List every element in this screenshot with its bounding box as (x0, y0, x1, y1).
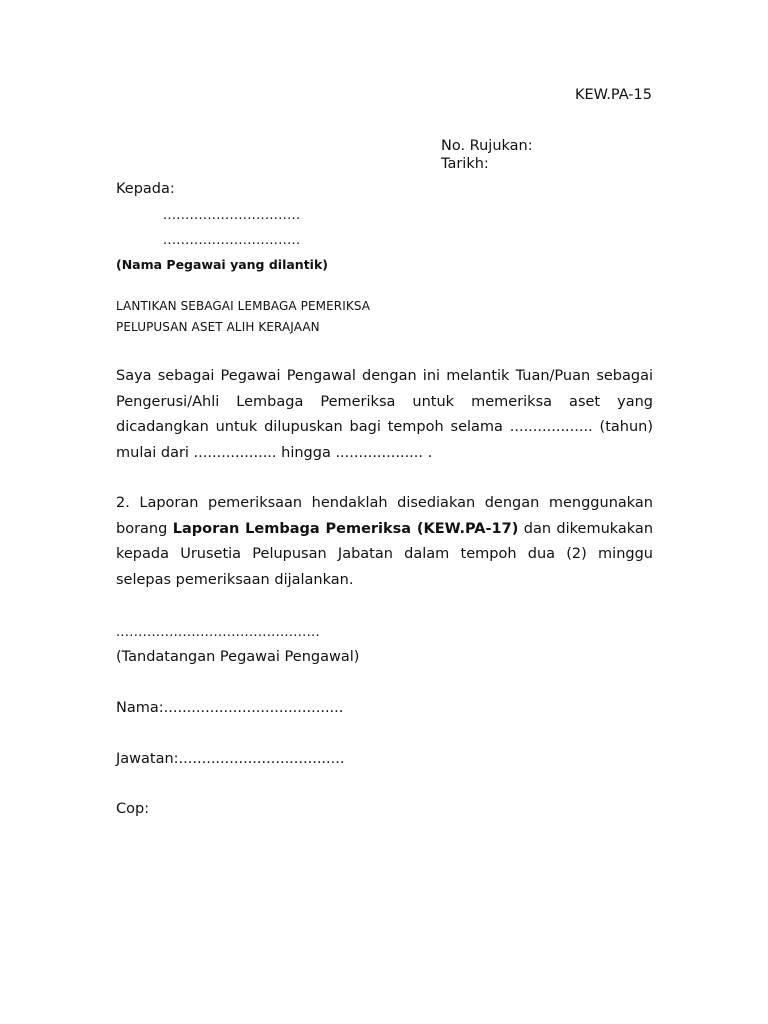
subject-line-1: LANTIKAN SEBAGAI LEMBAGA PEMERIKSA (116, 299, 371, 313)
body-paragraph-2 (116, 491, 653, 593)
position-field: Jawatan:.................................... (116, 751, 345, 767)
form-reference-bold: Laporan Lembaga Pemeriksa (KEW.PA-17) (172, 520, 519, 537)
body-paragraph-1: Saya sebagai Pegawai Pengawal dengan ini melantik Tuan/Puan sebagai Pengerusi/Ahli Lembaga Pemeriksa untuk memeriksa aset yang dicadangkan untuk dilupuskan bagi tempoh selama .................. (tahun) mulai dari .................. hingga ................... . (116, 368, 653, 461)
paragraph-2-text-end: dan dikemukakan kepada Urusetia Pelupusan Jabatan dalam tempoh dua (2) minggu selepas pemeriksaan dijalankan. (116, 520, 654, 588)
recipient-note: (Nama Pegawai yang dilantik) (116, 257, 328, 272)
reference-number-label: No. Rujukan: (441, 138, 533, 154)
paragraph-2-text-start: 2. Laporan pemeriksaan hendaklah disediakan dengan menggunakan borang (116, 495, 653, 537)
recipient-address-line-1: ............................... (163, 208, 301, 223)
subject-line-2: PELUPUSAN ASET ALIH KERAJAAN (116, 320, 320, 334)
recipient-address-line-2: ............................... (163, 233, 301, 248)
name-field: Nama:....................................... (116, 700, 344, 716)
form-code: KEW.PA-15 (574, 87, 652, 103)
signature-label: (Tandatangan Pegawai Pengawal) (116, 649, 360, 665)
date-label: Tarikh: (441, 156, 489, 172)
stamp-field: Cop: (116, 801, 150, 817)
recipient-label: Kepada: (116, 181, 175, 197)
reference-block (441, 137, 533, 173)
signature-line: .............................................. (116, 625, 320, 640)
